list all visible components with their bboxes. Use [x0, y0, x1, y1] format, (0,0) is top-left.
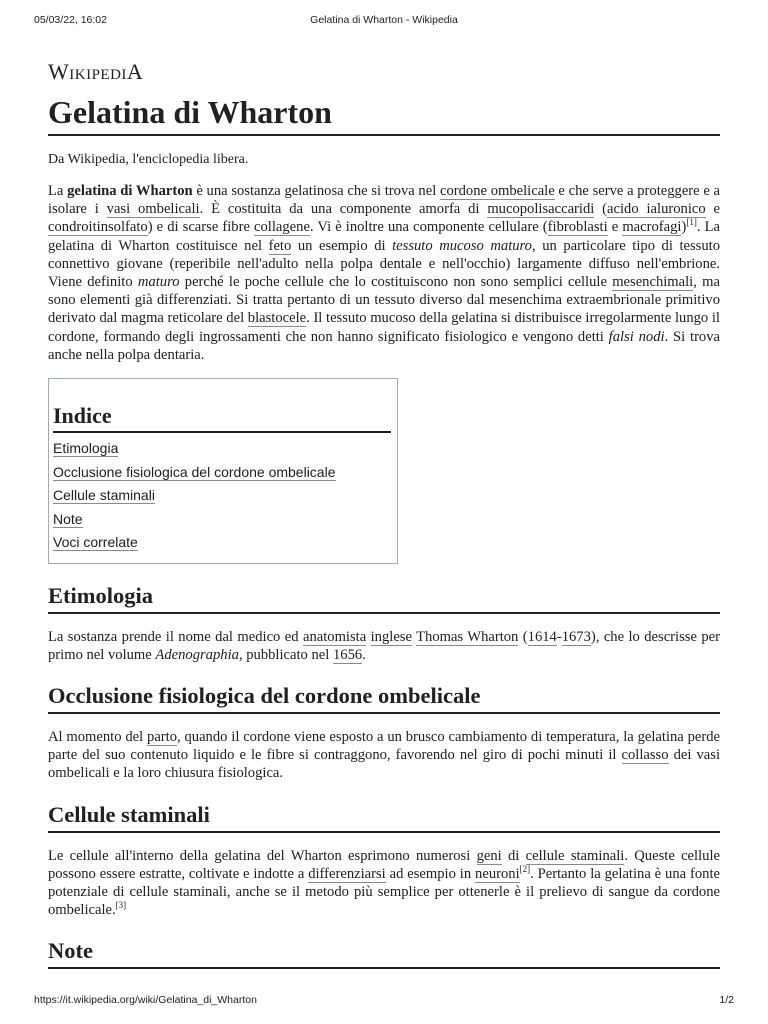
- link-feto[interactable]: feto: [268, 237, 292, 254]
- link-fibroblasti[interactable]: fibroblasti: [547, 219, 608, 236]
- toc-list: [53, 437, 391, 555]
- etimologia-paragraph: La sostanza prende il nome dal medico ed anatomista inglese Thomas Wharton (1614-1673), che lo descrisse per primo nel volume Adenographia, pubblicato nel 1656.: [48, 628, 720, 663]
- link-acido-ialuronico[interactable]: acido ialuronico: [607, 201, 706, 218]
- print-datetime: 05/03/22, 16:02: [34, 14, 107, 26]
- link-anatomista[interactable]: anatomista: [302, 628, 367, 645]
- toc-item-etimologia[interactable]: Etimologia: [53, 440, 119, 457]
- bold-term: gelatina di Wharton: [67, 183, 193, 199]
- reference-1[interactable]: [1]: [686, 217, 697, 228]
- link-1656[interactable]: 1656: [332, 646, 363, 663]
- print-url: https://it.wikipedia.org/wiki/Gelatina_di_Wharton: [34, 994, 257, 1006]
- toc-title: Indice: [53, 403, 391, 433]
- tagline: Da Wikipedia, l'enciclopedia libera.: [48, 152, 249, 167]
- section-occlusione: [48, 682, 720, 783]
- link-mucopolisaccaridi[interactable]: mucopolisaccaridi: [487, 201, 595, 218]
- link-macrofagi[interactable]: macrofagi: [622, 219, 682, 236]
- link-condroitinsolfato[interactable]: condroitinsolfato: [48, 219, 148, 236]
- staminali-paragraph: Le cellule all'interno della gelatina del Wharton esprimono numerosi geni di cellule staminali. Queste cellule possono essere estratte, coltivate e indotte a differenziarsi ad esempio in neuroni[2]. Pertanto la gelatina è una fonte potenziale di cellule staminali, anche se il metodo più semplice per ottenerle è il prelievo di sangue da cordone ombelicale.[3]: [48, 847, 720, 919]
- toc-item-voci-correlate[interactable]: Voci correlate: [53, 534, 138, 551]
- wordmark-w: W: [48, 59, 70, 84]
- toc-item-occlusione[interactable]: Occlusione fisiologica del cordone ombelicale: [53, 463, 336, 480]
- wordmark-rest: ikipedi: [69, 59, 127, 84]
- link-collagene[interactable]: collagene: [254, 219, 310, 236]
- link-geni[interactable]: geni: [476, 847, 502, 864]
- reference-3[interactable]: [3]: [115, 900, 127, 911]
- heading-etimologia: Etimologia: [48, 582, 720, 614]
- article: [48, 58, 720, 987]
- print-page-number: 1/2: [719, 994, 734, 1006]
- section-cellule-staminali: [48, 801, 720, 920]
- intro-paragraph: La gelatina di Wharton è una sostanza gelatinosa che si trova nel cordone ombelicale e che serve a proteggere e a isolare i vasi ombelicali. È costituita da una componente amorfa di mucopolisaccaridi (acido ialuronico e condroitinsolfato) e di scarse fibre collagene. Vi è inoltre una componente cellulare (fibroblasti e macrofagi)[1]. La gelatina di Wharton costituisce nel feto un esempio di tessuto mucoso maturo, un particolare tipo di tessuto connettivo giovane (reperibile nell'adulto nella polpa dentale e nell'occhio) largamente diffuso nell'embrione. Viene definito maturo perché le poche cellule che lo costituiscono non sono semplici cellule mesenchimali, ma sono elementi già differenziati. Si tratta pertanto di un tessuto diverso dal mesenchima extraembrionale primitivo derivato dal magma reticolare del blastocele. Il tessuto mucoso della gelatina si distribuisce irregolarmente lungo il cordone, formando degli ingrossamenti che non hanno significato fisiologico e vengono detti falsi nodi. Si trova anche nella polpa dentaria.: [48, 183, 721, 363]
- page-title: Gelatina di Wharton: [48, 92, 720, 136]
- link-cellule-staminali[interactable]: cellule staminali: [525, 847, 625, 864]
- heading-occlusione: Occlusione fisiologica del cordone ombelicale: [48, 682, 720, 714]
- occlusione-paragraph: Al momento del parto, quando il cordone viene esposto a un brusco cambiamento di temperatura, la gelatina perde parte del suo contenuto liquido e le fibre si contraggono, favorendo nel giro di pochi minuti il collasso dei vasi ombelicali e la loro chiusura fisiologica.: [48, 728, 720, 782]
- link-neuroni[interactable]: neuroni: [475, 865, 520, 882]
- wikipedia-wordmark[interactable]: [48, 58, 720, 86]
- section-etimologia: [48, 582, 720, 664]
- link-inglese[interactable]: inglese: [370, 628, 412, 645]
- section-note: [48, 937, 720, 969]
- link-1614[interactable]: 1614: [527, 628, 557, 645]
- print-doc-title: Gelatina di Wharton - Wikipedia: [310, 14, 458, 26]
- link-cordone-ombelicale[interactable]: cordone ombelicale: [439, 183, 555, 199]
- heading-note: Note: [48, 937, 720, 969]
- link-differenziarsi[interactable]: differenziarsi: [308, 865, 386, 882]
- link-vasi-ombelicali[interactable]: vasi ombelicali: [106, 201, 200, 218]
- wordmark-a: A: [126, 59, 144, 84]
- link-thomas-wharton[interactable]: Thomas Wharton: [416, 628, 519, 645]
- reference-2[interactable]: [2]: [519, 863, 531, 874]
- link-collasso[interactable]: collasso: [621, 747, 669, 764]
- toc-item-cellule-staminali[interactable]: Cellule staminali: [53, 487, 155, 504]
- link-mesenchimali[interactable]: mesenchimali: [612, 274, 694, 291]
- link-parto[interactable]: parto: [147, 728, 178, 745]
- heading-cellule-staminali: Cellule staminali: [48, 801, 720, 833]
- toc-item-note[interactable]: Note: [53, 510, 83, 527]
- link-blastocele[interactable]: blastocele: [247, 310, 307, 327]
- link-1673[interactable]: 1673: [561, 628, 591, 645]
- table-of-contents: [48, 378, 398, 564]
